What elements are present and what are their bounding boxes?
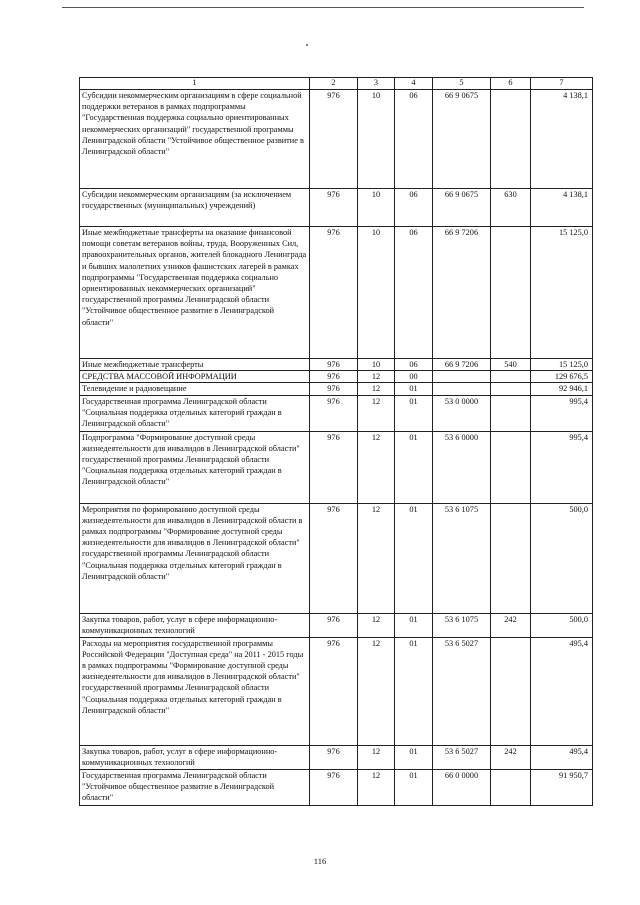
row-admin-code: 976 — [310, 769, 358, 805]
row-target-article: 66 0 0000 — [433, 769, 491, 805]
row-admin-code: 976 — [310, 227, 358, 359]
row-subsection: 06 — [395, 90, 433, 189]
row-amount: 129 676,5 — [531, 371, 593, 383]
table-row — [80, 431, 593, 503]
header-cell: 5 — [433, 78, 491, 90]
header-cell: 1 — [80, 78, 310, 90]
table-row — [80, 503, 593, 613]
row-target-article: 66 9 0675 — [433, 189, 491, 227]
row-expense-type — [491, 395, 531, 431]
row-subsection: 01 — [395, 637, 433, 745]
row-admin-code: 976 — [310, 745, 358, 769]
row-target-article — [433, 371, 491, 383]
row-admin-code: 976 — [310, 431, 358, 503]
row-admin-code: 976 — [310, 613, 358, 637]
row-target-article: 66 9 0675 — [433, 90, 491, 189]
row-section: 10 — [358, 227, 395, 359]
row-expense-type: 630 — [491, 189, 531, 227]
row-name: Закупка товаров, работ, услуг в сфере информационно-коммуникационных технологий — [80, 745, 310, 769]
row-expense-type: 540 — [491, 359, 531, 371]
table-row — [80, 90, 593, 189]
row-name: Телевидение и радиовещание — [80, 383, 310, 395]
row-section: 12 — [358, 637, 395, 745]
header-cell: 7 — [531, 78, 593, 90]
row-subsection: 01 — [395, 395, 433, 431]
row-target-article: 53 6 0000 — [433, 431, 491, 503]
row-admin-code: 976 — [310, 359, 358, 371]
row-name: Расходы на мероприятия государственной программы Российской Федерации "Доступная среда" на 2011 - 2015 годы в рамках подпрограммы "Формирование доступной среды жизнедеятельности для инвалидов в Ленинградской области" государственной программы Ленинградской области "Социальная поддержка отдельных категорий граждан в Ленинградской области" — [80, 637, 310, 745]
table-row — [80, 371, 593, 383]
row-section: 12 — [358, 613, 395, 637]
row-section: 10 — [358, 90, 395, 189]
row-subsection: 01 — [395, 383, 433, 395]
table-row — [80, 395, 593, 431]
row-expense-type: 242 — [491, 745, 531, 769]
row-subsection: 06 — [395, 189, 433, 227]
row-admin-code: 976 — [310, 503, 358, 613]
row-target-article: 53 6 5027 — [433, 637, 491, 745]
table-row — [80, 613, 593, 637]
row-name: СРЕДСТВА МАССОВОЙ ИНФОРМАЦИИ — [80, 371, 310, 383]
row-name: Субсидии некоммерческим организациям (за исключением государственных (муниципальных) учреждений) — [80, 189, 310, 227]
table-row — [80, 383, 593, 395]
row-expense-type: 242 — [491, 613, 531, 637]
row-target-article: 53 6 1075 — [433, 613, 491, 637]
row-expense-type — [491, 383, 531, 395]
header-cell: 6 — [491, 78, 531, 90]
table-row — [80, 227, 593, 359]
row-amount: 4 138,1 — [531, 90, 593, 189]
scan-speck — [306, 44, 308, 46]
budget-table — [79, 77, 593, 806]
row-expense-type — [491, 503, 531, 613]
row-target-article: 66 9 7206 — [433, 227, 491, 359]
row-amount: 500,0 — [531, 613, 593, 637]
row-amount: 995,4 — [531, 431, 593, 503]
row-section: 12 — [358, 769, 395, 805]
row-section: 12 — [358, 383, 395, 395]
header-cell: 3 — [358, 78, 395, 90]
row-name: Закупка товаров, работ, услуг в сфере информационно-коммуникационных технологий — [80, 613, 310, 637]
row-subsection: 01 — [395, 769, 433, 805]
row-section: 10 — [358, 189, 395, 227]
row-expense-type — [491, 769, 531, 805]
row-admin-code: 976 — [310, 371, 358, 383]
table-row — [80, 189, 593, 227]
row-expense-type — [491, 431, 531, 503]
table-header-row — [80, 78, 593, 90]
table-row — [80, 359, 593, 371]
row-section: 12 — [358, 431, 395, 503]
row-target-article: 53 6 1075 — [433, 503, 491, 613]
row-subsection: 00 — [395, 371, 433, 383]
row-amount: 15 125,0 — [531, 227, 593, 359]
row-section: 12 — [358, 371, 395, 383]
row-name: Иные межбюджетные трансферты на оказание финансовой помощи советам ветеранов войны, труда, Вооруженных Сил, правоохранительных органов, жителей блокадного Ленинграда и бывших малолетних узников фашистских лагерей в рамках подпрограммы "Государственная поддержка социально ориентированных некоммерческих организаций" государственной программы Ленинградской области "Устойчивое общественное развитие в Ленинградской области" — [80, 227, 310, 359]
row-admin-code: 976 — [310, 90, 358, 189]
row-amount: 495,4 — [531, 637, 593, 745]
row-expense-type — [491, 90, 531, 189]
table-row — [80, 745, 593, 769]
row-subsection: 01 — [395, 613, 433, 637]
row-expense-type — [491, 227, 531, 359]
row-section: 10 — [358, 359, 395, 371]
row-subsection: 01 — [395, 745, 433, 769]
row-name: Иные межбюджетные трансферты — [80, 359, 310, 371]
row-admin-code: 976 — [310, 395, 358, 431]
top-rule — [62, 7, 584, 8]
row-subsection: 06 — [395, 359, 433, 371]
row-name: Субсидии некоммерческим организациям в сфере социальной поддержки ветеранов в рамках подпрограммы "Государственная поддержка социально ориентированных некоммерческих организаций" государственной программы Ленинградской области "Устойчивое общественное развитие в Ленинградской области" — [80, 90, 310, 189]
row-subsection: 06 — [395, 227, 433, 359]
row-name: Подпрограмма "Формирование доступной среды жизнедеятельности для инвалидов в Ленинградской области" государственной программы Ленинградской области "Социальная поддержка отдельных категорий граждан в Ленинградской области" — [80, 431, 310, 503]
row-amount: 91 950,7 — [531, 769, 593, 805]
header-cell: 2 — [310, 78, 358, 90]
row-target-article: 66 9 7206 — [433, 359, 491, 371]
row-amount: 15 125,0 — [531, 359, 593, 371]
row-target-article: 53 0 0000 — [433, 395, 491, 431]
table-row — [80, 637, 593, 745]
page-number: 116 — [313, 856, 327, 866]
row-amount: 500,0 — [531, 503, 593, 613]
row-target-article: 53 6 5027 — [433, 745, 491, 769]
row-section: 12 — [358, 503, 395, 613]
row-target-article — [433, 383, 491, 395]
row-expense-type — [491, 371, 531, 383]
row-section: 12 — [358, 745, 395, 769]
row-amount: 495,4 — [531, 745, 593, 769]
row-amount: 92 946,1 — [531, 383, 593, 395]
row-name: Государственная программа Ленинградской области "Устойчивое общественное развитие в Ленинградской области" — [80, 769, 310, 805]
row-amount: 995,4 — [531, 395, 593, 431]
row-admin-code: 976 — [310, 383, 358, 395]
row-admin-code: 976 — [310, 189, 358, 227]
row-amount: 4 138,1 — [531, 189, 593, 227]
table-row — [80, 769, 593, 805]
row-section: 12 — [358, 395, 395, 431]
row-admin-code: 976 — [310, 637, 358, 745]
row-subsection: 01 — [395, 431, 433, 503]
row-subsection: 01 — [395, 503, 433, 613]
header-cell: 4 — [395, 78, 433, 90]
row-name: Государственная программа Ленинградской области "Социальная поддержка отдельных категорий граждан в Ленинградской области" — [80, 395, 310, 431]
row-name: Мероприятия по формированию доступной среды жизнедеятельности для инвалидов в Ленинградской области в рамках подпрограммы "Формирование доступной среды жизнедеятельности для инвалидов в Ленинградской области" государственной программы Ленинградской области "Социальная поддержка отдельных категорий граждан в Ленинградской области" — [80, 503, 310, 613]
row-expense-type — [491, 637, 531, 745]
